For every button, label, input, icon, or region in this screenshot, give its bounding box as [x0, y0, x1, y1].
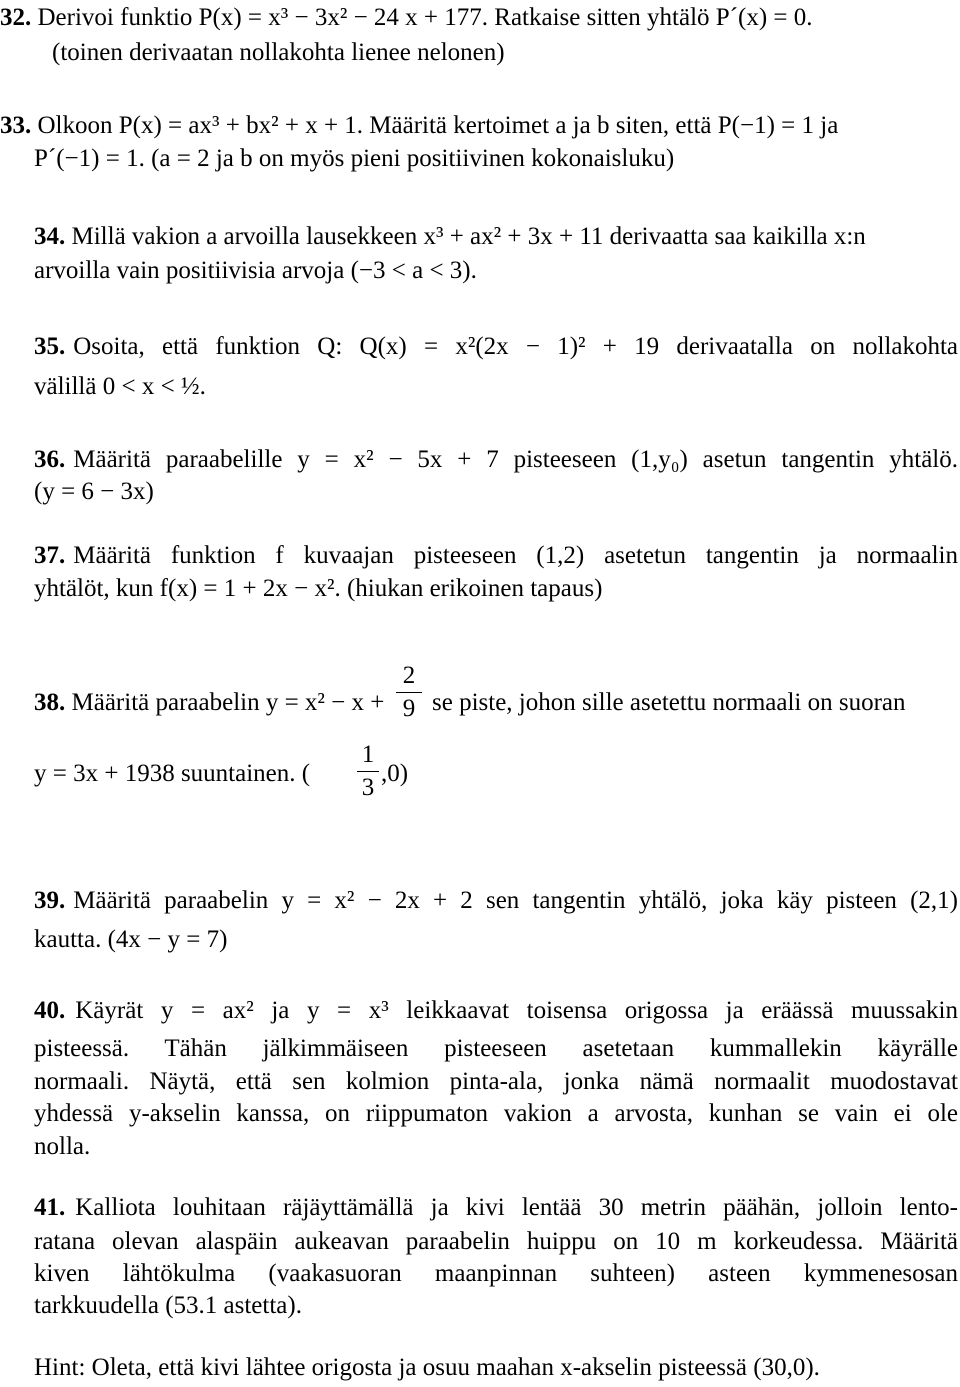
- exercise-41-line-3: [34, 1259, 958, 1289]
- exercise-text: Määritä paraabelin y = x² − x +: [71, 689, 385, 716]
- exercise-number: 35.: [34, 333, 66, 360]
- exercise-38-line-1: [34, 688, 384, 718]
- exercise-36-line-1: [34, 445, 958, 475]
- fraction-bar: [396, 692, 422, 693]
- exercise-text: Määritä paraabelin y = x² − 2x + 2 sen tangentin yhtälö, joka käy pisteen (2,1): [73, 887, 958, 914]
- exercise-text: ratana olevan alaspäin aukeavan paraabelin huippu on 10 m korkeudessa. Määritä: [34, 1228, 958, 1255]
- exercise-35-line-2: välillä 0 < x < ½.: [34, 373, 206, 400]
- exercise-number: 32.: [0, 4, 32, 31]
- fraction-one-third: [357, 741, 379, 802]
- exercise-41-line-4: tarkkuudella (53.1 astetta).: [34, 1292, 302, 1319]
- exercise-33-line-1: [0, 111, 838, 141]
- exercise-number: 33.: [0, 112, 32, 139]
- exercise-37-line-1: [34, 541, 958, 571]
- exercise-text: kiven lähtökulma (vaakasuoran maanpinnan suhteen) asteen kymmenesosan: [34, 1260, 958, 1287]
- exercise-text: pisteessä. Tähän jälkimmäiseen pisteeseen asetetaan kummallekin käyrälle: [34, 1035, 958, 1062]
- exercise-34-line-2: arvoilla vain positiivisia arvoja (−3 < a < 3).: [34, 257, 477, 284]
- exercise-40-line-5: nolla.: [34, 1133, 91, 1160]
- exercise-37-line-2: yhtälöt, kun f(x) = 1 + 2x − x². (hiukan erikoinen tapaus): [34, 575, 603, 602]
- exercise-number: 34.: [34, 223, 66, 250]
- exercise-text: yhdessä y-akselin kanssa, on riippumaton vakion a arvosta, kunhan se vain ei ole: [34, 1100, 958, 1127]
- fraction-bar: [357, 771, 379, 772]
- exercise-text: Osoita, että funktion Q: Q(x) = x²(2x − 1)² + 19 derivaatalla on nollakohta: [73, 333, 958, 360]
- exercise-41-line-2: [34, 1227, 958, 1257]
- exercise-number: 36.: [34, 446, 66, 473]
- exercise-text: normaali. Näytä, että sen kolmion pinta-ala, jonka nämä normaalit muodostavat: [34, 1068, 958, 1095]
- exercise-number: 37.: [34, 542, 66, 569]
- exercise-39-line-2: kautta. (4x − y = 7): [34, 926, 228, 953]
- exercise-40-line-2: [34, 1034, 958, 1064]
- exercise-33-line-2: P´(−1) = 1. (a = 2 ja b on myös pieni positiivinen kokonaisluku): [34, 145, 675, 172]
- exercise-38-line-1-cont: se piste, johon sille asetettu normaali on suoran: [432, 689, 906, 716]
- exercise-number: 39.: [34, 887, 66, 914]
- fraction-denominator: 3: [361, 774, 375, 801]
- fraction-numerator: 2: [402, 662, 416, 689]
- fraction-two-ninths: [396, 662, 422, 723]
- exercise-38-line-2: [34, 759, 310, 789]
- exercise-32-line-1: [0, 3, 813, 33]
- exercise-number: 41.: [34, 1194, 66, 1221]
- exercise-text: Kalliota louhitaan räjäyttämällä ja kivi lentää 30 metrin päähän, jolloin lento-: [75, 1194, 958, 1221]
- exercise-35-line-1: [34, 332, 958, 362]
- exercise-text: Millä vakion a arvoilla lausekkeen x³ + ax² + 3x + 11 derivaatta saa kaikilla x:n: [71, 223, 866, 250]
- exercise-38-line-2-cont: ,0): [381, 760, 409, 787]
- exercise-text: y = 3x + 1938 suuntainen. (: [34, 760, 311, 787]
- fraction-denominator: 9: [402, 695, 416, 722]
- exercise-text: Määritä funktion f kuvaajan pisteeseen (1,2) asetetun tangentin ja normaalin: [73, 542, 958, 569]
- exercise-34-line-1: [34, 222, 866, 252]
- exercise-36-line-2: (y = 6 − 3x): [34, 478, 154, 505]
- exercise-41-line-1: [34, 1193, 958, 1223]
- exercise-32-line-2: (toinen derivaatan nollakohta lienee nelonen): [52, 39, 505, 66]
- exercise-text: Olkoon P(x) = ax³ + bx² + x + 1. Määritä kertoimet a ja b siten, että P(−1) = 1 ja: [37, 112, 839, 139]
- exercise-40-line-1: [34, 996, 958, 1026]
- exercise-40-line-4: [34, 1099, 958, 1129]
- exercise-text: Derivoi funktio P(x) = x³ − 3x² − 24 x + 177. Ratkaise sitten yhtälö P´(x) = 0.: [37, 4, 813, 31]
- exercise-text: Käyrät y = ax² ja y = x³ leikkaavat toisensa origossa ja eräässä muussakin: [75, 997, 958, 1024]
- hint-text: Hint: Oleta, että kivi lähtee origosta ja osuu maahan x-akselin pisteessä (30,0).: [34, 1354, 820, 1381]
- exercise-number: 38.: [34, 689, 66, 716]
- exercise-40-line-3: [34, 1067, 958, 1097]
- exercise-39-line-1: [34, 886, 958, 916]
- fraction-numerator: 1: [361, 741, 375, 768]
- exercise-text: Määritä paraabelille y = x² − 5x + 7 pisteeseen (1,y₀) asetun tangentin yhtälö.: [73, 446, 958, 473]
- exercise-number: 40.: [34, 997, 66, 1024]
